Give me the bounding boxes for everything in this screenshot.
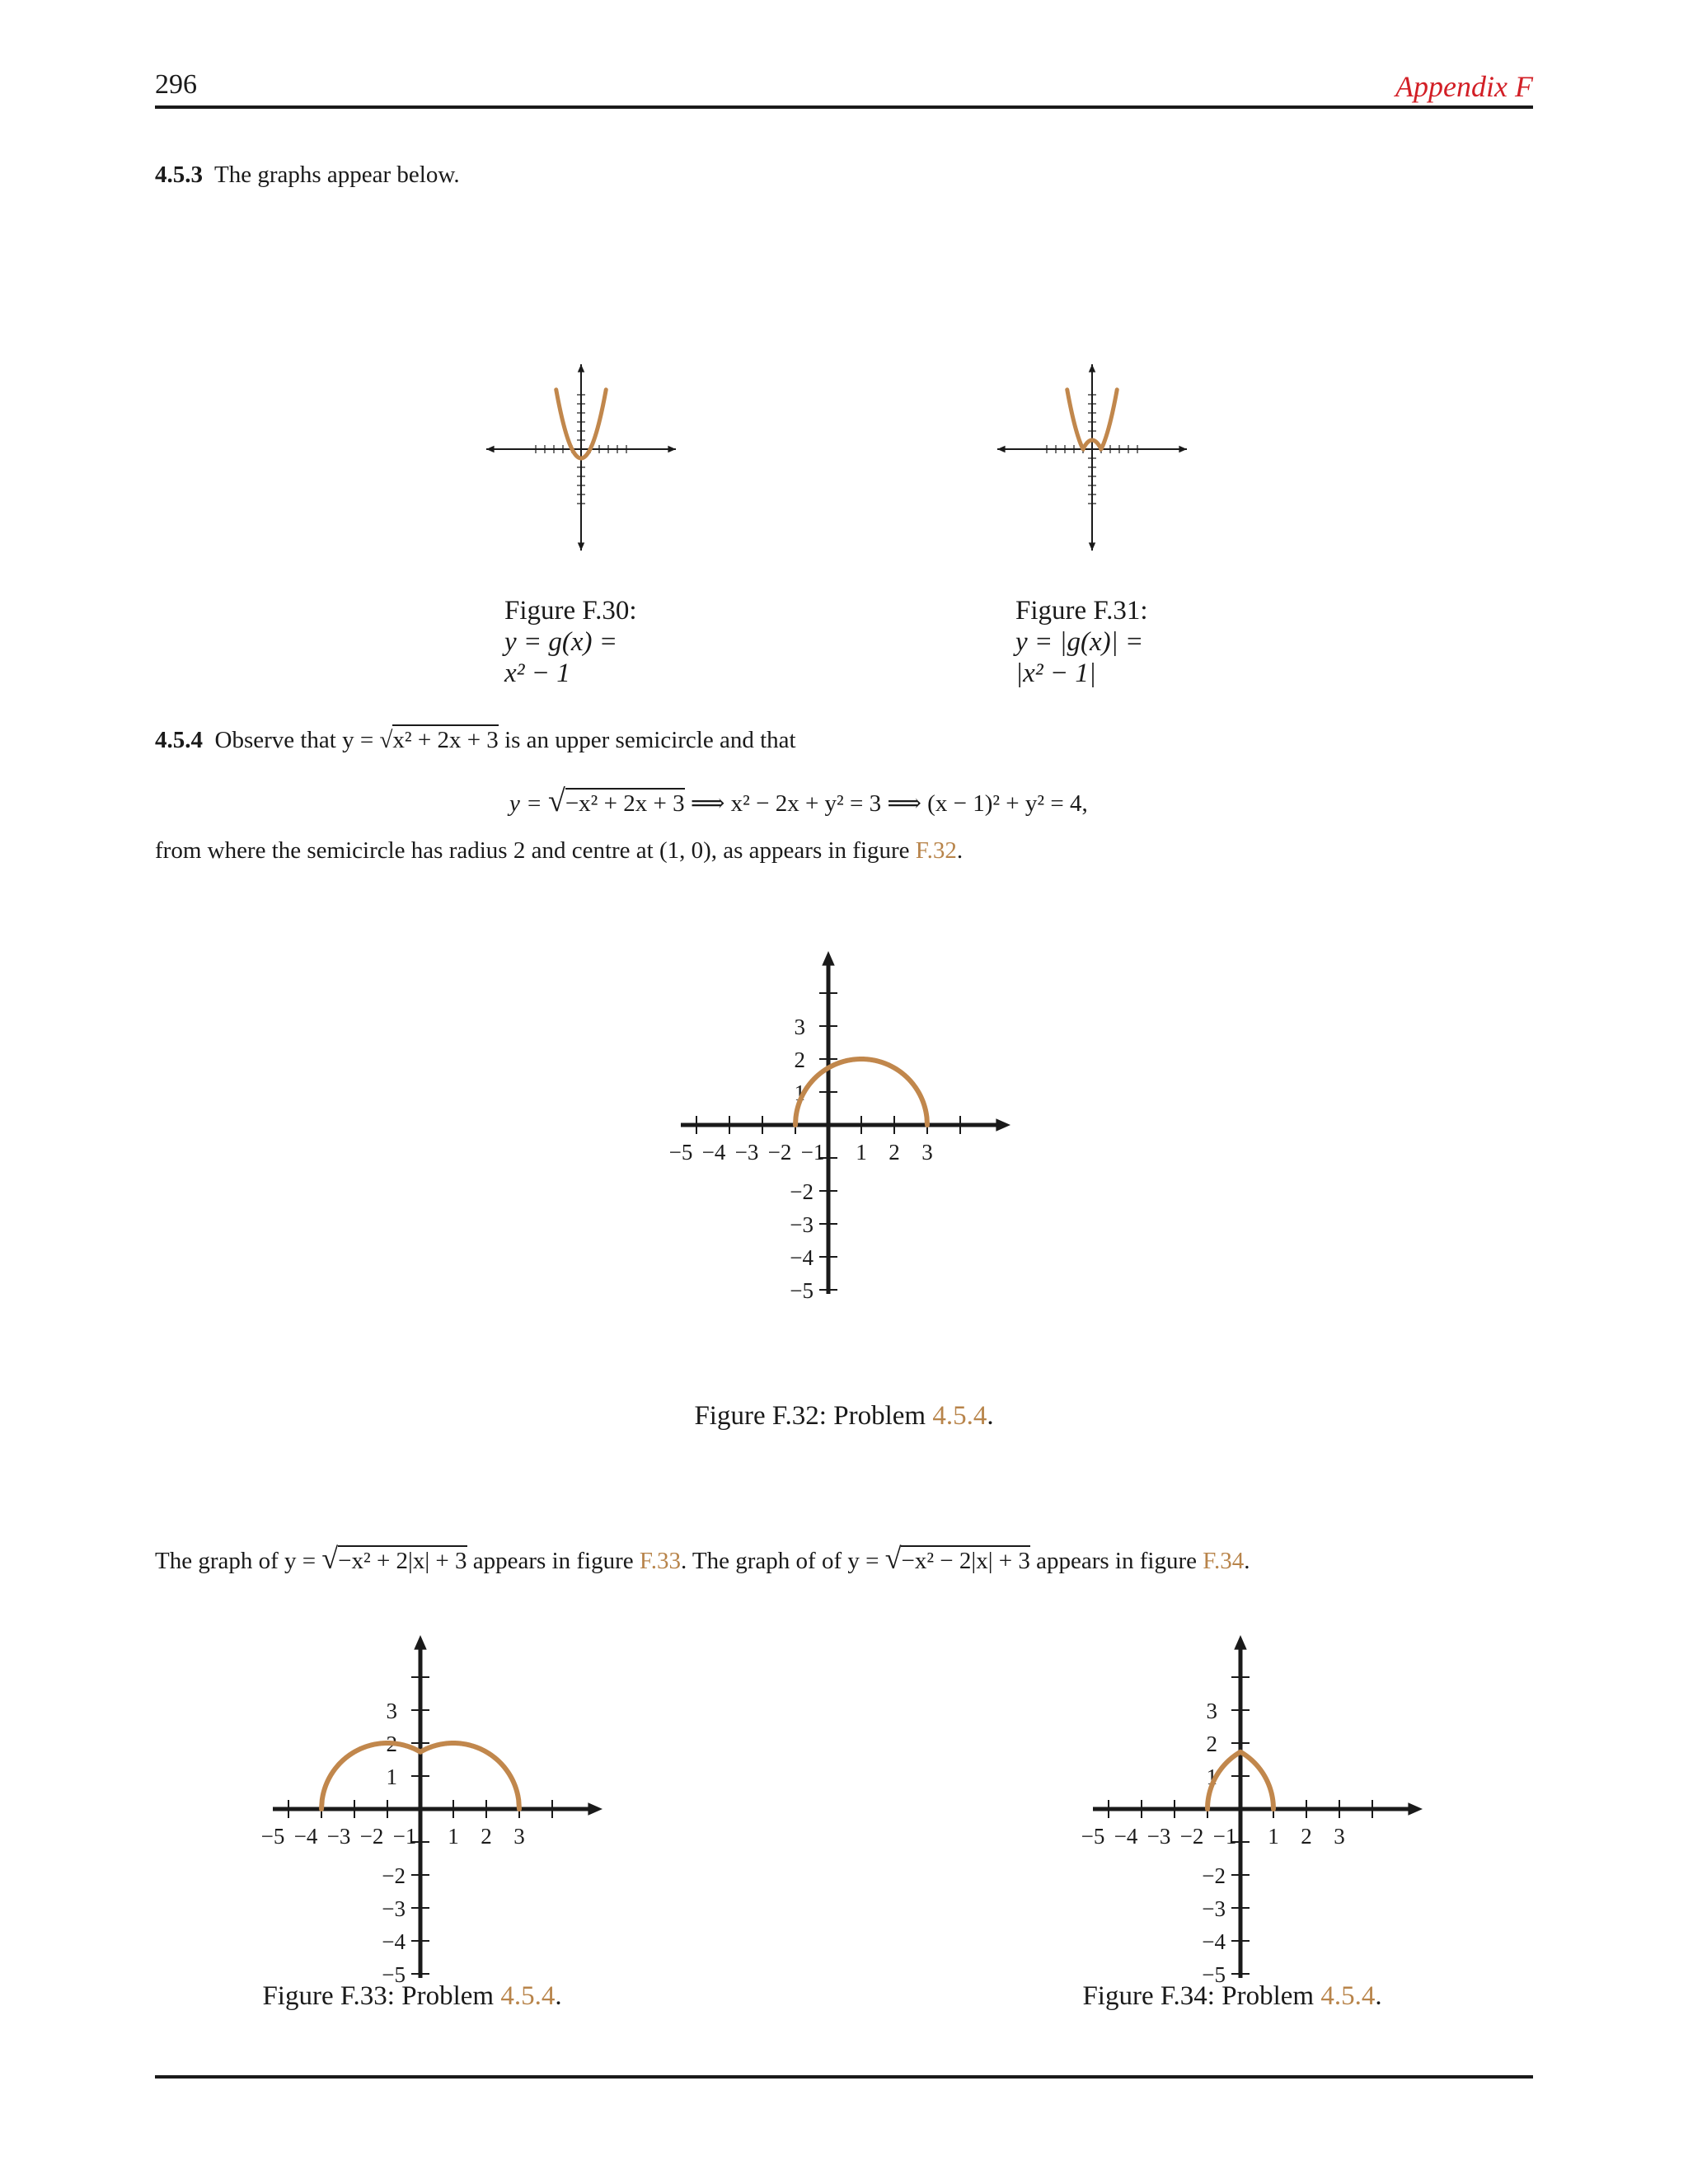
y-axis-arrow bbox=[1234, 1635, 1246, 1650]
x-axis-arrow-right bbox=[668, 446, 676, 452]
y-axis-arrow-down bbox=[1089, 542, 1095, 551]
text: . bbox=[956, 837, 964, 864]
y-tick-label: −4 bbox=[790, 1245, 814, 1270]
caption-formula-cont: |x² − 1| bbox=[1015, 658, 1096, 688]
y-tick-label: −4 bbox=[1202, 1929, 1226, 1954]
x-tick-label: −3 bbox=[1146, 1824, 1171, 1849]
problem-4-5-4 bbox=[155, 727, 796, 754]
figure-link-f34[interactable]: F.34 bbox=[1203, 1548, 1245, 1574]
eq-rest: ⟹ x² − 2x + y² = 3 ⟹ (x − 1)² + y² = 4, bbox=[684, 790, 1088, 817]
y-tick-label: 1 bbox=[1206, 1765, 1217, 1789]
x-tick-label: −5 bbox=[1081, 1824, 1105, 1849]
y-tick-label: 3 bbox=[1206, 1699, 1217, 1723]
problem-4-5-3 bbox=[155, 162, 460, 189]
caption-title: Figure F.31: bbox=[1015, 596, 1148, 626]
figure-f32-plot bbox=[651, 948, 1014, 1310]
y-tick-label: 2 bbox=[794, 1047, 805, 1072]
x-tick-label: 1 bbox=[448, 1824, 459, 1849]
x-axis-arrow bbox=[996, 1118, 1010, 1131]
figure-f31-caption bbox=[1015, 595, 1148, 689]
y-tick-label: 2 bbox=[1206, 1732, 1217, 1756]
eq-sqrt-argument: −x² + 2x + 3 bbox=[565, 788, 685, 817]
y-tick-label: 3 bbox=[386, 1699, 397, 1723]
y-tick-label: −2 bbox=[790, 1179, 814, 1204]
problem-label: 4.5.4 bbox=[155, 727, 203, 753]
caption-formula: y = |g(x)| = bbox=[1015, 627, 1144, 657]
x-tick-label: 1 bbox=[856, 1140, 867, 1165]
x-tick-label: −1 bbox=[1212, 1824, 1237, 1849]
sqrt-sign: √ bbox=[321, 1542, 339, 1575]
text: The graph of y = bbox=[155, 1548, 322, 1574]
sqrt-argument: −x² + 2|x| + 3 bbox=[338, 1545, 467, 1574]
x-axis-arrow bbox=[1408, 1802, 1423, 1815]
x-tick-label: −5 bbox=[260, 1824, 285, 1849]
x-axis-arrow-left bbox=[997, 446, 1006, 452]
caption-text: Figure F.33: Problem bbox=[262, 1981, 501, 2011]
x-tick-label: 3 bbox=[921, 1140, 933, 1165]
sqrt-argument: x² + 2x + 3 bbox=[392, 724, 498, 753]
x-axis-arrow-left bbox=[486, 446, 495, 452]
figure-link-f33[interactable]: F.33 bbox=[639, 1548, 681, 1574]
text: . bbox=[1244, 1548, 1250, 1574]
y-tick-label: −2 bbox=[1202, 1863, 1226, 1888]
y-tick-label: −5 bbox=[382, 1962, 406, 1987]
y-tick-label: −4 bbox=[382, 1929, 406, 1954]
x-tick-label: −2 bbox=[767, 1140, 792, 1165]
y-axis-arrow-up bbox=[1089, 364, 1095, 373]
x-tick-label: −4 bbox=[293, 1824, 318, 1849]
x-tick-label: −3 bbox=[326, 1824, 351, 1849]
y-tick-label: −3 bbox=[1202, 1896, 1226, 1921]
y-axis-arrow bbox=[822, 951, 834, 966]
y-tick-label: 1 bbox=[794, 1080, 805, 1105]
sqrt-argument: −x² − 2|x| + 3 bbox=[901, 1545, 1029, 1574]
problem-link[interactable]: 4.5.4 bbox=[932, 1401, 987, 1431]
problem-text: The graphs appear below. bbox=[213, 162, 460, 188]
caption-text: . bbox=[987, 1401, 994, 1431]
y-axis-arrow-down bbox=[578, 542, 584, 551]
problem-4-5-4-conclusion bbox=[155, 837, 963, 865]
y-tick-label: −3 bbox=[790, 1212, 814, 1237]
caption-text: . bbox=[1375, 1981, 1382, 2011]
x-tick-label: −1 bbox=[800, 1140, 825, 1165]
caption-text: Figure F.32: Problem bbox=[694, 1401, 933, 1431]
figure-f33-caption bbox=[198, 1981, 626, 2012]
x-tick-label: 2 bbox=[889, 1140, 900, 1165]
header-rule bbox=[155, 105, 1533, 109]
y-tick-label: 2 bbox=[386, 1732, 397, 1756]
y-tick-label: 3 bbox=[794, 1015, 805, 1039]
running-header: Appendix F bbox=[1395, 70, 1533, 103]
problem-link[interactable]: 4.5.4 bbox=[500, 1981, 556, 2011]
y-tick-label: −5 bbox=[1202, 1962, 1226, 1987]
figure-f32-caption bbox=[0, 1401, 1688, 1432]
x-tick-label: 3 bbox=[1334, 1824, 1345, 1849]
footer-rule bbox=[155, 2075, 1533, 2079]
x-tick-label: 2 bbox=[481, 1824, 492, 1849]
sqrt-sign: √ bbox=[884, 1542, 902, 1575]
text: appears in figure bbox=[467, 1548, 640, 1574]
figure-f33-plot bbox=[243, 1632, 606, 1994]
sqrt-sign: √ bbox=[379, 727, 393, 753]
text: . The graph of of y = bbox=[680, 1548, 885, 1574]
caption-title: Figure F.30: bbox=[504, 596, 637, 626]
x-tick-label: −1 bbox=[392, 1824, 417, 1849]
sqrt-sign: √ bbox=[547, 784, 565, 818]
figure-f30-caption bbox=[504, 595, 637, 689]
text: from where the semicircle has radius 2 and centre at (1, 0), as appears in figure bbox=[155, 837, 916, 864]
figure-f34-plot bbox=[1063, 1632, 1426, 1994]
figure-f31-plot bbox=[989, 354, 1203, 560]
x-tick-label: −4 bbox=[1114, 1824, 1138, 1849]
text-pre: Observe that y = bbox=[214, 727, 380, 753]
caption-text: Figure F.34: Problem bbox=[1082, 1981, 1321, 2011]
y-tick-label: −5 bbox=[790, 1278, 814, 1303]
caption-text: . bbox=[555, 1981, 562, 2011]
caption-formula: y = g(x) = bbox=[504, 627, 618, 657]
y-axis-arrow-up bbox=[578, 364, 584, 373]
x-tick-label: −4 bbox=[701, 1140, 726, 1165]
x-axis-arrow bbox=[588, 1802, 603, 1815]
x-tick-label: −5 bbox=[668, 1140, 693, 1165]
figure-f30-plot bbox=[478, 354, 692, 560]
problem-label: 4.5.3 bbox=[155, 162, 203, 188]
figure-link-f32[interactable]: F.32 bbox=[915, 837, 957, 864]
caption-formula-cont: x² − 1 bbox=[504, 658, 570, 688]
y-tick-label: −2 bbox=[382, 1863, 406, 1888]
page-number: 296 bbox=[155, 69, 197, 100]
x-axis-arrow-right bbox=[1179, 446, 1187, 452]
x-tick-label: −3 bbox=[734, 1140, 759, 1165]
graph-paragraph bbox=[155, 1541, 1250, 1576]
y-tick-label: −3 bbox=[382, 1896, 406, 1921]
figure-f34-caption bbox=[1018, 1981, 1447, 2012]
eq-lhs: y = bbox=[509, 790, 548, 817]
function-curve bbox=[795, 1059, 927, 1125]
y-tick-label: 1 bbox=[386, 1765, 397, 1789]
text-post: is an upper semicircle and that bbox=[498, 727, 796, 753]
text: appears in figure bbox=[1029, 1548, 1203, 1574]
y-axis-arrow bbox=[414, 1635, 426, 1650]
x-tick-label: −2 bbox=[1179, 1824, 1204, 1849]
display-equation bbox=[509, 783, 1088, 819]
problem-link[interactable]: 4.5.4 bbox=[1320, 1981, 1376, 2011]
x-tick-label: 3 bbox=[513, 1824, 525, 1849]
x-tick-label: −2 bbox=[359, 1824, 384, 1849]
x-tick-label: 1 bbox=[1268, 1824, 1279, 1849]
x-tick-label: 2 bbox=[1301, 1824, 1312, 1849]
